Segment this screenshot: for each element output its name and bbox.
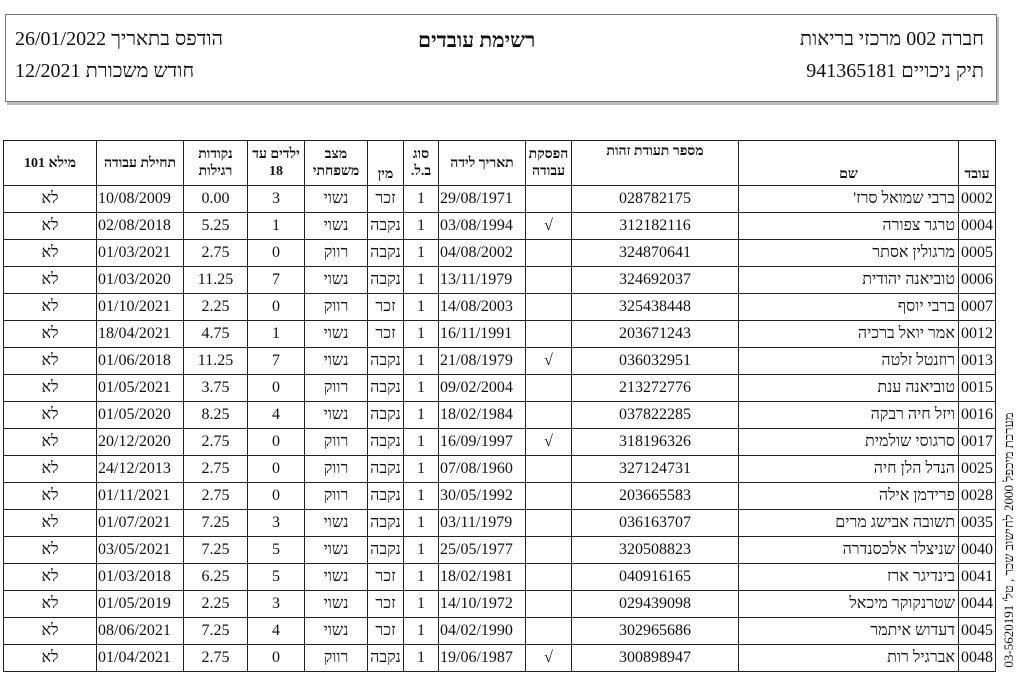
cell-work-stop [526,321,572,348]
cell-children: 4 [248,618,305,645]
employee-table [3,140,996,672]
cell-work-stop [526,591,572,618]
table-row [4,456,996,483]
cell-id-number: 324870641 [572,240,739,267]
cell-children: 5 [248,564,305,591]
cell-birth-date: 29/08/1971 [439,186,526,213]
cell-gender: זכר [368,294,404,321]
cell-mila: לא [4,267,97,294]
cell-id-number: 040916165 [572,564,739,591]
cell-start: 03/05/2021 [97,537,184,564]
col-start: תחילת עבודה [97,141,184,186]
col-children: ילדים עד 18 [248,141,305,186]
cell-name: מרגולין אסתר [739,240,959,267]
cell-points: 0.00 [184,186,248,213]
cell-gender: נקבה [368,429,404,456]
cell-points: 2.25 [184,294,248,321]
cell-start: 01/03/2018 [97,564,184,591]
cell-marital: רווק [305,483,368,510]
printed-date: הודפס בתאריך 26/01/2022 [15,28,223,50]
cell-mila: לא [4,402,97,429]
cell-name: טרגר צפורה [739,213,959,240]
cell-work-stop [526,483,572,510]
table-row [4,645,996,672]
cell-birth-date: 04/02/1990 [439,618,526,645]
cell-employee: 0016 [959,402,996,429]
cell-work-stop [526,564,572,591]
cell-points: 3.75 [184,375,248,402]
cell-mila: לא [4,348,97,375]
cell-id-number: 327124731 [572,456,739,483]
cell-marital: נשוי [305,537,368,564]
cell-employee: 0041 [959,564,996,591]
cell-work-stop [526,537,572,564]
table-row [4,186,996,213]
page-title: רשימת עובדים [418,28,536,52]
cell-gender: נקבה [368,267,404,294]
cell-start: 01/03/2021 [97,240,184,267]
cell-ni-type: 1 [404,402,439,429]
cell-employee: 0005 [959,240,996,267]
cell-ni-type: 1 [404,375,439,402]
cell-marital: נשוי [305,564,368,591]
cell-points: 5.25 [184,213,248,240]
cell-birth-date: 14/08/2003 [439,294,526,321]
cell-work-stop [526,294,572,321]
cell-points: 2.75 [184,240,248,267]
cell-ni-type: 1 [404,537,439,564]
table-row [4,564,996,591]
col-work-stop: הפסקת עבודה [526,141,572,186]
cell-birth-date: 03/08/1994 [439,213,526,240]
cell-employee: 0045 [959,618,996,645]
cell-employee: 0040 [959,537,996,564]
cell-start: 01/07/2021 [97,510,184,537]
cell-ni-type: 1 [404,456,439,483]
cell-work-stop [526,375,572,402]
table-row [4,321,996,348]
cell-id-number: 325438448 [572,294,739,321]
table-row [4,402,996,429]
cell-work-stop: √ [526,213,572,240]
cell-id-number: 036163707 [572,510,739,537]
cell-marital: נשוי [305,213,368,240]
company-name: חברה 002 מרכזי בריאות [799,28,984,50]
cell-id-number: 037822285 [572,402,739,429]
cell-start: 10/08/2009 [97,186,184,213]
cell-gender: נקבה [368,402,404,429]
cell-name: תשובה אבישג מרים [739,510,959,537]
cell-points: 2.75 [184,456,248,483]
cell-ni-type: 1 [404,429,439,456]
cell-id-number: 320508823 [572,537,739,564]
cell-name: ברבי יוסף [739,294,959,321]
cell-id-number: 203665583 [572,483,739,510]
cell-ni-type: 1 [404,510,439,537]
cell-employee: 0015 [959,375,996,402]
cell-points: 2.25 [184,591,248,618]
cell-marital: נשוי [305,591,368,618]
cell-name: טוביאנה ענת [739,375,959,402]
cell-mila: לא [4,213,97,240]
cell-name: רוזנטל זלטה [739,348,959,375]
cell-points: 7.25 [184,618,248,645]
cell-name: הנדל הלן חיה [739,456,959,483]
cell-children: 5 [248,537,305,564]
cell-ni-type: 1 [404,240,439,267]
cell-name: ברבי שמואל סרז' [739,186,959,213]
col-points: נקודות רגילות [184,141,248,186]
cell-ni-type: 1 [404,618,439,645]
cell-birth-date: 19/06/1987 [439,645,526,672]
cell-children: 0 [248,456,305,483]
cell-work-stop [526,240,572,267]
cell-employee: 0028 [959,483,996,510]
table-row [4,294,996,321]
cell-birth-date: 18/02/1984 [439,402,526,429]
cell-id-number: 203671243 [572,321,739,348]
cell-id-number: 036032951 [572,348,739,375]
cell-points: 4.75 [184,321,248,348]
cell-id-number: 324692037 [572,267,739,294]
cell-work-stop: √ [526,645,572,672]
cell-birth-date: 09/02/2004 [439,375,526,402]
cell-gender: נקבה [368,456,404,483]
cell-points: 2.75 [184,429,248,456]
cell-name: טוביאנה יהודית [739,267,959,294]
cell-children: 0 [248,483,305,510]
cell-children: 0 [248,240,305,267]
cell-start: 01/10/2021 [97,294,184,321]
cell-marital: רווק [305,240,368,267]
cell-marital: נשוי [305,510,368,537]
cell-children: 3 [248,510,305,537]
cell-marital: נשוי [305,402,368,429]
cell-birth-date: 04/08/2002 [439,240,526,267]
cell-gender: נקבה [368,510,404,537]
cell-gender: נקבה [368,375,404,402]
cell-gender: זכר [368,591,404,618]
cell-id-number: 312182116 [572,213,739,240]
cell-children: 3 [248,186,305,213]
cell-name: שטרנקוקר מיכאל [739,591,959,618]
cell-gender: זכר [368,564,404,591]
cell-start: 01/05/2019 [97,591,184,618]
cell-marital: רווק [305,429,368,456]
cell-gender: זכר [368,186,404,213]
col-name: שם [739,141,959,186]
cell-mila: לא [4,240,97,267]
cell-points: 2.75 [184,645,248,672]
payroll-month: חודש משכורת 12/2021 [15,60,195,82]
cell-employee: 0048 [959,645,996,672]
col-birth-date: תאריך לידה [439,141,526,186]
cell-ni-type: 1 [404,321,439,348]
cell-work-stop [526,267,572,294]
table-row [4,591,996,618]
cell-ni-type: 1 [404,564,439,591]
cell-id-number: 302965686 [572,618,739,645]
cell-start: 18/04/2021 [97,321,184,348]
cell-ni-type: 1 [404,267,439,294]
cell-children: 4 [248,402,305,429]
table-row [4,375,996,402]
cell-ni-type: 1 [404,483,439,510]
cell-mila: לא [4,510,97,537]
cell-marital: רווק [305,294,368,321]
cell-id-number: 300898947 [572,645,739,672]
cell-start: 20/12/2020 [97,429,184,456]
cell-points: 8.25 [184,402,248,429]
cell-children: 0 [248,294,305,321]
cell-start: 01/11/2021 [97,483,184,510]
cell-marital: נשוי [305,186,368,213]
cell-ni-type: 1 [404,186,439,213]
cell-gender: זכר [368,618,404,645]
table-header-row [4,141,996,186]
cell-mila: לא [4,537,97,564]
table-row [4,429,996,456]
col-ni-type: סוג ב.ל. [404,141,439,186]
cell-name: דעדוש איתמר [739,618,959,645]
cell-employee: 0006 [959,267,996,294]
cell-children: 0 [248,429,305,456]
col-mila: מילא 101 [4,141,97,186]
cell-mila: לא [4,591,97,618]
cell-gender: נקבה [368,240,404,267]
cell-name: ויזל חיה רבקה [739,402,959,429]
cell-marital: נשוי [305,618,368,645]
cell-birth-date: 14/10/1972 [439,591,526,618]
cell-points: 6.25 [184,564,248,591]
cell-birth-date: 03/11/1979 [439,510,526,537]
cell-gender: נקבה [368,537,404,564]
cell-employee: 0012 [959,321,996,348]
cell-birth-date: 18/02/1981 [439,564,526,591]
cell-children: 1 [248,213,305,240]
cell-start: 01/04/2021 [97,645,184,672]
cell-name: אמר יואל ברכיה [739,321,959,348]
cell-start: 01/05/2021 [97,375,184,402]
cell-employee: 0017 [959,429,996,456]
cell-marital: נשוי [305,267,368,294]
cell-work-stop [526,456,572,483]
cell-birth-date: 16/09/1997 [439,429,526,456]
cell-children: 1 [248,321,305,348]
cell-children: 7 [248,348,305,375]
cell-employee: 0013 [959,348,996,375]
cell-start: 02/08/2018 [97,213,184,240]
cell-start: 01/06/2018 [97,348,184,375]
cell-employee: 0025 [959,456,996,483]
cell-mila: לא [4,456,97,483]
table-row [4,483,996,510]
table-row [4,510,996,537]
cell-mila: לא [4,186,97,213]
cell-children: 0 [248,645,305,672]
cell-start: 08/06/2021 [97,618,184,645]
table-row [4,537,996,564]
cell-mila: לא [4,321,97,348]
cell-ni-type: 1 [404,591,439,618]
cell-work-stop [526,402,572,429]
table-row [4,267,996,294]
cell-children: 3 [248,591,305,618]
cell-employee: 0035 [959,510,996,537]
cell-birth-date: 30/05/1992 [439,483,526,510]
cell-mila: לא [4,429,97,456]
table-row [4,618,996,645]
cell-gender: נקבה [368,645,404,672]
cell-work-stop [526,186,572,213]
cell-marital: נשוי [305,348,368,375]
cell-work-stop [526,618,572,645]
cell-work-stop [526,510,572,537]
cell-name: בינדיגר ארז [739,564,959,591]
col-marital: מצב משפחתי [305,141,368,186]
cell-name: פרידמן אילה [739,483,959,510]
col-id-number: מספר תעודת זהות [572,141,739,186]
cell-ni-type: 1 [404,294,439,321]
cell-gender: נקבה [368,213,404,240]
cell-birth-date: 25/05/1977 [439,537,526,564]
table-row [4,240,996,267]
cell-employee: 0007 [959,294,996,321]
cell-birth-date: 16/11/1991 [439,321,526,348]
cell-gender: זכר [368,321,404,348]
cell-employee: 0002 [959,186,996,213]
col-employee: עובד [959,141,996,186]
cell-birth-date: 13/11/1979 [439,267,526,294]
cell-gender: נקבה [368,483,404,510]
cell-points: 11.25 [184,348,248,375]
cell-id-number: 029439098 [572,591,739,618]
cell-ni-type: 1 [404,213,439,240]
col-gender: מין [368,141,404,186]
cell-mila: לא [4,618,97,645]
cell-mila: לא [4,483,97,510]
cell-marital: נשוי [305,321,368,348]
cell-mila: לא [4,294,97,321]
cell-points: 7.25 [184,510,248,537]
cell-birth-date: 07/08/1960 [439,456,526,483]
table-row [4,213,996,240]
cell-work-stop: √ [526,429,572,456]
cell-points: 11.25 [184,267,248,294]
cell-marital: רווק [305,375,368,402]
cell-id-number: 213272776 [572,375,739,402]
cell-points: 7.25 [184,537,248,564]
cell-mila: לא [4,375,97,402]
cell-id-number: 318196326 [572,429,739,456]
cell-mila: לא [4,645,97,672]
tax-file-number: תיק ניכויים 941365181 [806,60,984,82]
cell-points: 2.75 [184,483,248,510]
cell-name: אברגיל רות [739,645,959,672]
cell-gender: נקבה [368,348,404,375]
cell-children: 0 [248,375,305,402]
cell-employee: 0004 [959,213,996,240]
cell-mila: לא [4,564,97,591]
cell-start: 24/12/2013 [97,456,184,483]
table-row [4,348,996,375]
cell-birth-date: 21/08/1979 [439,348,526,375]
cell-start: 01/03/2020 [97,267,184,294]
cell-children: 7 [248,267,305,294]
cell-id-number: 028782175 [572,186,739,213]
cell-name: סרגוסי שולמית [739,429,959,456]
cell-employee: 0044 [959,591,996,618]
cell-start: 01/05/2020 [97,402,184,429]
cell-marital: רווק [305,456,368,483]
cell-marital: רווק [305,645,368,672]
cell-ni-type: 1 [404,645,439,672]
software-footer: מערכת מיכפל 2000 לחישוב שכר , טל' 03-5620191 [1001,412,1016,668]
cell-work-stop: √ [526,348,572,375]
cell-ni-type: 1 [404,348,439,375]
cell-name: שניצלר אלכסנדרה [739,537,959,564]
